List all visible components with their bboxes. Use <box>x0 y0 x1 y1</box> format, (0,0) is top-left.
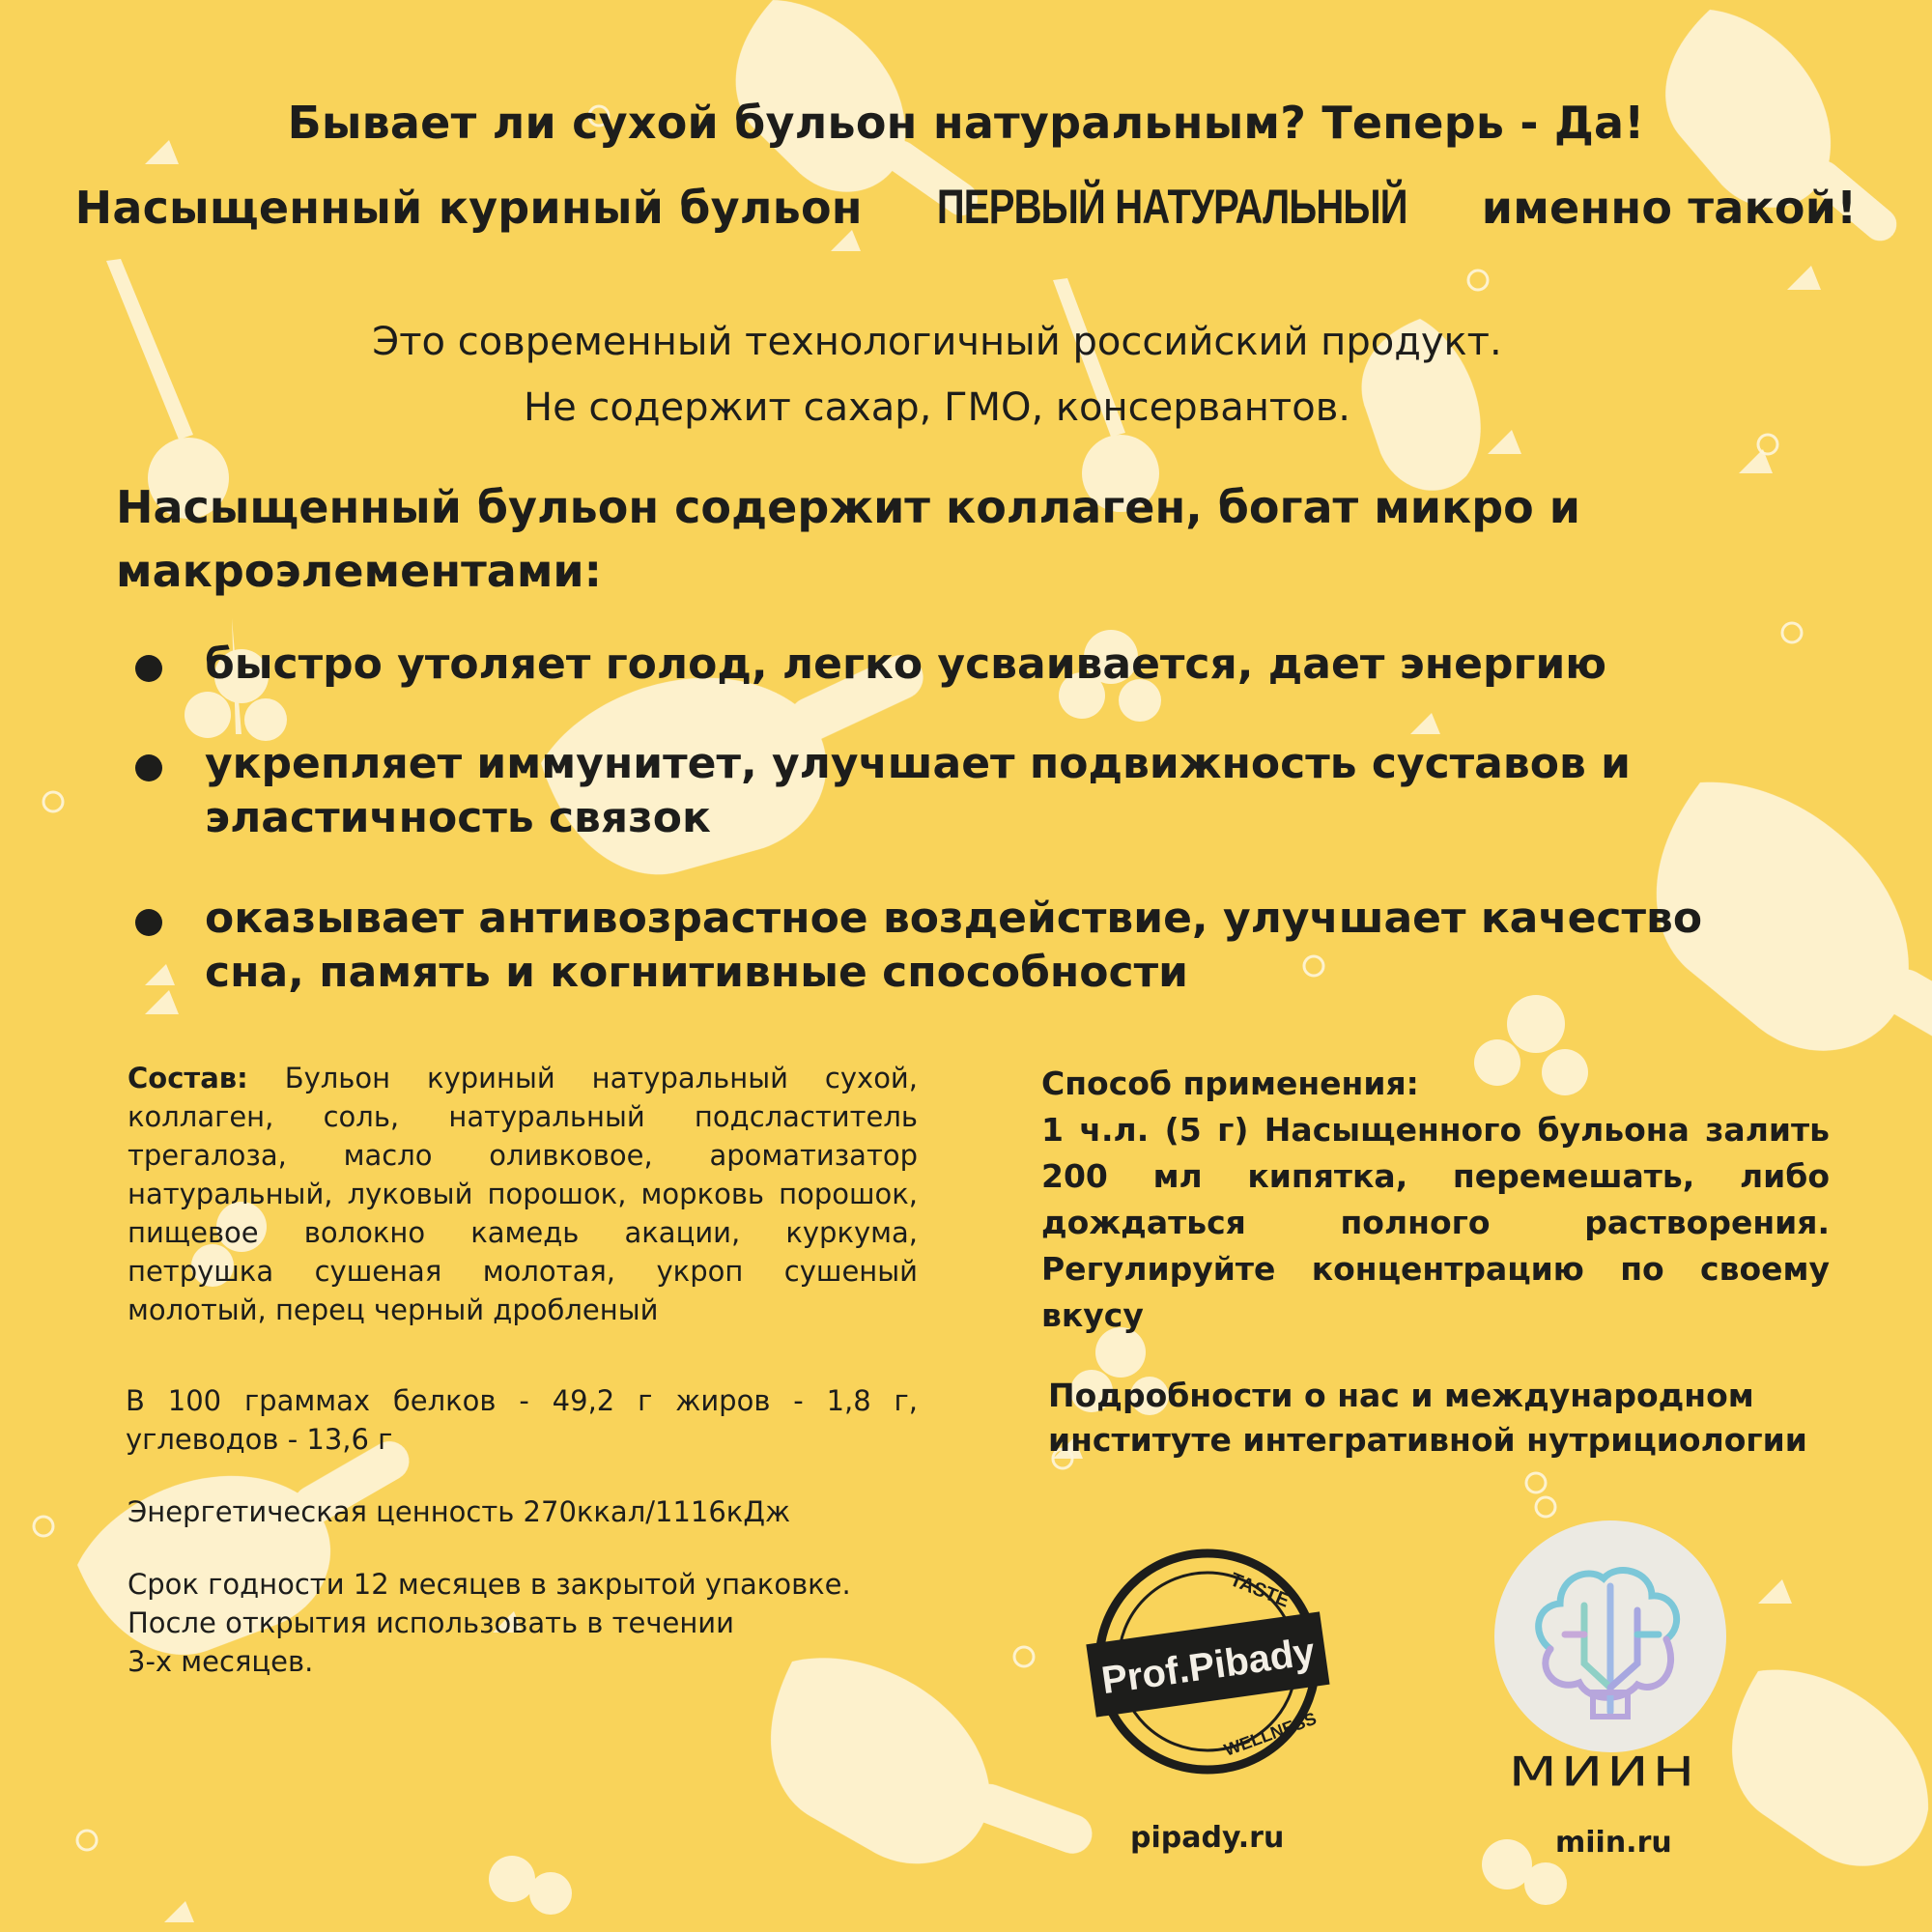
chicken-leg-icon <box>738 1638 1122 1921</box>
intro-block <box>0 309 1874 440</box>
headline-highlight: ПЕРВЫЙ НАТУРАЛЬНЫЙ <box>936 180 1407 234</box>
usage-title: Способ применения: <box>1041 1065 1419 1102</box>
energy-value: Энергетическая ценность 270ккал/1116кДж <box>128 1495 791 1528</box>
pibady-site-link[interactable]: pipady.ru <box>1130 1821 1285 1855</box>
benefit-text <box>205 737 1631 845</box>
miin-wordmark: МИИН <box>1508 1747 1699 1796</box>
details-line1: Подробности о нас и международном <box>1048 1377 1754 1414</box>
benefit-line: сна, память и когнитивные способности <box>205 948 1188 997</box>
benefits-title-line2: макроэлементами: <box>116 545 603 597</box>
intro-line2: Не содержит сахар, ГМО, консервантов. <box>524 385 1350 430</box>
headline-line1: Бывает ли сухой бульон натуральным? Теперь - Да! <box>287 97 1645 149</box>
headline-line2-prefix: Насыщенный куриный бульон <box>74 182 863 234</box>
nutrition-facts <box>126 1381 918 1459</box>
shelf-life-line2: После открытия использовать в течении <box>128 1606 734 1639</box>
benefit-text <box>205 638 1606 692</box>
nutrition-line1: В 100 граммах белков - 49,2 г жиров - 1,8 г, <box>126 1384 918 1417</box>
details-line2: институте интегративной нутрициологии <box>1048 1421 1807 1459</box>
shelf-life <box>128 1565 851 1681</box>
benefit-line: укрепляет иммунитет, улучшает подвижность суставов и <box>205 739 1631 788</box>
parsley-icon <box>1482 1839 1567 1905</box>
intro-line1: Это современный технологичный российский продукт. <box>372 320 1502 364</box>
bullet-icon <box>135 655 162 682</box>
usage-text: 1 ч.л. (5 г) Насыщенного бульона залить 200 мл кипятка, перемешать, либо дождаться полного растворения. Регулируйте концентрацию по своему вкусу <box>1041 1111 1830 1334</box>
miin-logo-icon <box>1492 1519 1729 1755</box>
bullet-icon <box>135 754 162 781</box>
composition-text: Бульон куриный натуральный сухой, коллаген, соль, натуральный подсластитель трегалоза, масло оливковое, ароматизатор натуральный, луковый порошок, морковь порошок, пищевое волокно камедь акации, куркума, петрушка сушеная молотая, укроп сушеный молотый, перец черный дробленый <box>128 1062 918 1326</box>
headline-line2 <box>0 179 1932 235</box>
benefit-line: быстро утоляет голод, легко усваивается, дает энергию <box>205 639 1607 689</box>
composition <box>128 1059 918 1329</box>
shelf-life-line1: Срок годности 12 месяцев в закрытой упаковке. <box>128 1568 851 1601</box>
pibady-logo-icon <box>1082 1536 1333 1787</box>
benefit-text <box>205 892 1702 1000</box>
miin-site-link[interactable]: miin.ru <box>1555 1826 1672 1860</box>
benefit-line: эластичность связок <box>205 793 711 842</box>
benefit-item <box>135 737 1631 845</box>
stamp-name-text: Prof.Pibady <box>1098 1630 1318 1703</box>
stamp-bottom-text: WELLNESS <box>1221 1708 1320 1760</box>
chicken-leg-icon <box>1697 1651 1932 1889</box>
benefit-item <box>135 638 1606 692</box>
benefits-title-line1: Насыщенный бульон содержит коллаген, богат микро и <box>116 481 1581 533</box>
benefit-item <box>135 892 1702 1000</box>
benefit-line: оказывает антивозрастное воздействие, улучшает качество <box>205 894 1703 943</box>
benefits-title <box>116 475 1855 603</box>
nutrition-line2: углеводов - 13,6 г <box>126 1423 393 1456</box>
composition-label: Состав: <box>128 1062 248 1094</box>
usage-instructions <box>1041 1061 1830 1339</box>
details-note <box>1048 1374 1807 1463</box>
stamp-top-text: TASTE <box>1227 1569 1293 1612</box>
bullet-icon <box>135 909 162 936</box>
shelf-life-line3: 3-х месяцев. <box>128 1645 314 1678</box>
headline-line2-suffix: именно такой! <box>1481 182 1858 234</box>
parsley-icon <box>489 1856 572 1915</box>
